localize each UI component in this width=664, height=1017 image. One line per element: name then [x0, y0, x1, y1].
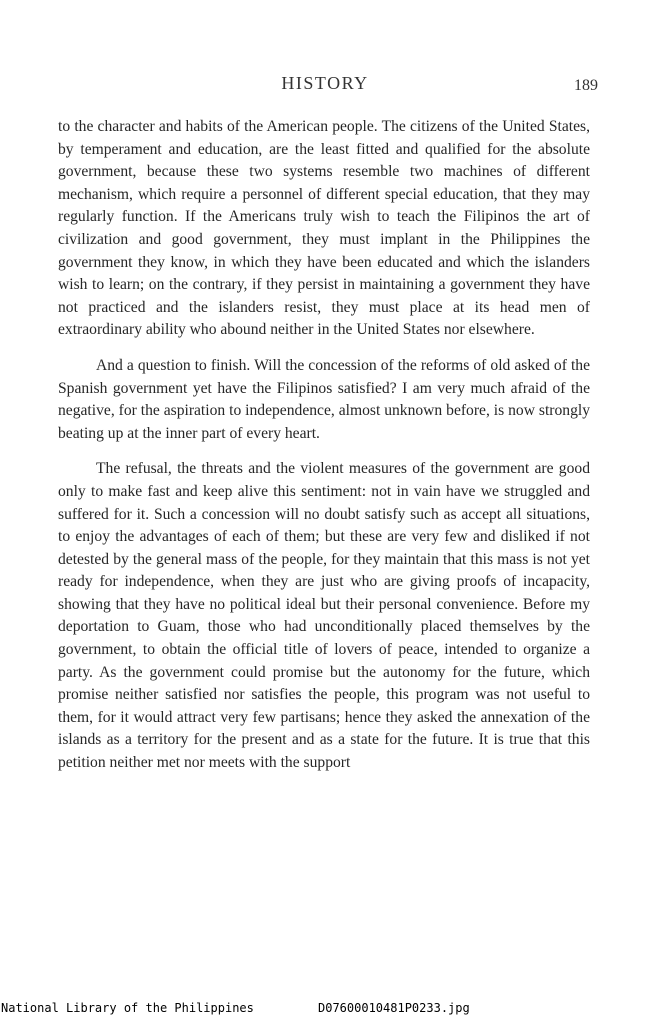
page-title: HISTORY [281, 73, 369, 93]
scan-filename: D07600010481P0233.jpg [318, 1001, 470, 1015]
running-head [52, 73, 598, 99]
body-text [58, 116, 590, 775]
paragraph-continuation: to the character and habits of the American people. The citizens of the United States, by temperament and education, are the least fitted and qualified for the absolute government, because these two systems resemble two machines of different mechanism, which require a personnel of different special education, that they may regularly function. If the Americans truly wish to teach the Filipinos the art of civilization and good government, they must implant in the Philippines the government they know, in which they have been educated and which the islanders wish to learn; on the contrary, if they persist in maintaining a government they have not practiced and the islanders resist, they must place at its head men of extraordinary ability who abound neither in the United States nor elsewhere. [58, 118, 590, 339]
scan-footer [0, 1001, 664, 1017]
page-number: 189 [574, 77, 598, 94]
paragraph-refusal: The refusal, the threats and the violent measures of the government are good only to make fast and keep alive this sentiment: not in vain have we struggled and suffered for it. Such a concession will no doubt satisfy such as accept all situations, to enjoy the advantages of each of them; but these are very few and disliked if not detested by the general mass of the people, for they maintain that this mass is not yet ready for independence, when they are just who are giving proofs of incapacity, showing that they have no political ideal but their personal convenience. Before my deportation to Guam, those who had unconditionally placed themselves by the government, to obtain the official title of lovers of peace, intended to organize a party. As the government could promise but the autonomy for the future, which promise neither satisfied nor satisfies the people, this program was not useful to them, for it would attract very few partisans; hence they asked the annexation of the islands as a territory for the present and as a state for the future. It is true that this petition neither met nor meets with the support [58, 460, 590, 772]
library-credit: National Library of the Philippines [1, 1001, 254, 1015]
paragraph-question: And a question to finish. Will the concession of the reforms of old asked of the Spanish government yet have the Filipinos satisfied? I am very much afraid of the negative, for the aspiration to independence, almost unknown before, is now strongly beating up at the inner part of every heart. [58, 356, 590, 442]
